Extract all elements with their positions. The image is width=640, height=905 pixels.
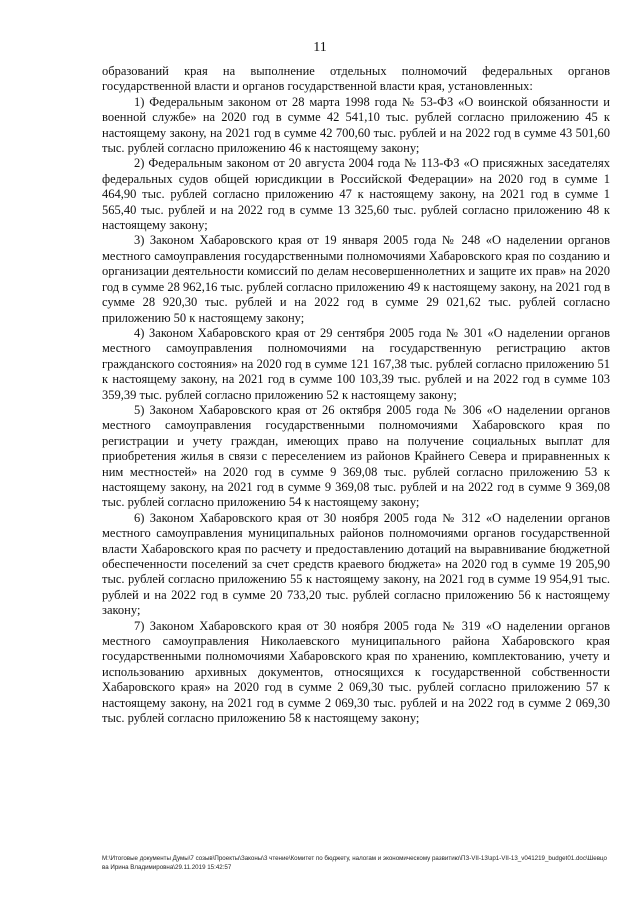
paragraph-item-6: 6) Законом Хабаровского края от 30 ноября 2005 года № 312 «О наделении органов местного самоуправления муниципальных районов полномочиями органов государственной власти Хабаровского края по расчету и предоставлению дотаций на выравнивание бюджетной обеспеченности поселений за счет средств краевого бюджета» на 2020 год в сумме 19 205,90 тыс. рублей согласно приложению 55 к настоящему закону, на 2021 год в сумме 19 954,91 тыс. рублей и на 2022 год в сумме 20 733,20 тыс. рублей согласно приложению 56 к настоящему закону; [102,510,610,618]
page-number: 11 [313,40,327,55]
paragraph-item-2: 2) Федеральным законом от 20 августа 2004 года № 113-ФЗ «О присяжных заседателях федеральных судов общей юрисдикции в Российской Федерации» на 2020 год в сумме 1 464,90 тыс. рублей согласно приложению 47 к настоящему закону, на 2021 год в сумме 1 565,40 тыс. рублей и на 2022 год в сумме 13 325,60 тыс. рублей согласно приложению 48 к настоящему закону; [102,156,610,233]
paragraph-intro: образований края на выполнение отдельных полномочий федеральных органов государственной власти и органов государственной власти края, установленных: [102,64,610,94]
paragraph-item-1: 1) Федеральным законом от 28 марта 1998 года № 53-ФЗ «О воинской обязанности и военной службе» на 2020 год в сумме 42 541,10 тыс. рублей согласно приложению 45 к настоящему закону, на 2021 год в сумме 42 700,60 тыс. рублей и на 2022 год в сумме 43 501,60 тыс. рублей согласно приложению 46 к настоящему закону; [102,94,610,156]
paragraph-item-3: 3) Законом Хабаровского края от 19 января 2005 года № 248 «О наделении органов местного самоуправления государственными полномочиями Хабаровского края по созданию и организации деятельности комиссий по делам несовершеннолетних и защите их прав» на 2020 год в сумме 28 962,16 тыс. рублей согласно приложению 49 к настоящему закону, на 2021 год в сумме 28 920,30 тыс. рублей и на 2022 год в сумме 29 021,62 тыс. рублей согласно приложению 50 к настоящему закону; [102,233,610,325]
paragraph-item-4: 4) Законом Хабаровского края от 29 сентября 2005 года № 301 «О наделении органов местного самоуправления полномочиями на государственную регистрацию актов гражданского состояния» на 2020 год в сумме 121 167,38 тыс. рублей согласно приложению 51 к настоящему закону, на 2021 год в сумме 100 103,39 тыс. рублей и на 2022 год в сумме 103 359,39 тыс. рублей согласно приложению 52 к настоящему закону; [102,325,610,402]
paragraph-item-7: 7) Законом Хабаровского края от 30 ноября 2005 года № 319 «О наделении органов местного самоуправления Николаевского муниципального района Хабаровского края государственными полномочиями Хабаровского края по хранению, комплектованию, учету и использованию архивных документов, относящихся к государственной собственности Хабаровского края» на 2020 год в сумме 2 069,30 тыс. рублей согласно приложению 57 к настоящему закону, на 2021 год в сумме 2 069,30 тыс. рублей и на 2022 год в сумме 2 069,30 тыс. рублей согласно приложению 58 к настоящему закону; [102,618,610,726]
document-body [102,64,610,726]
paragraph-item-5: 5) Законом Хабаровского края от 26 октября 2005 года № 306 «О наделении органов местного самоуправления государственными полномочиями Хабаровского края по регистрации и учету граждан, имеющих право на получение социальных выплат для приобретения жилья в связи с переселением из районов Крайнего Севера и приравненных к ним местностей» на 2020 год в сумме 9 369,08 тыс. рублей согласно приложению 53 к настоящему закону, на 2021 год в сумме 9 369,08 тыс. рублей и на 2022 год в сумме 9 369,08 тыс. рублей согласно приложению 54 к настоящему закону; [102,402,610,510]
file-path-footer: M:\Итоговые документы Думы\7 созыв\Проекты\Законы\3 чтение\Комитет по бюджету, налогам и экономическому развитию\ПЗ-VII-13\зр1-VII-13_v041219_budget01.doc\Шевцова Ирина Владимировна\29.11.2019 15:42:57 [102,855,607,871]
